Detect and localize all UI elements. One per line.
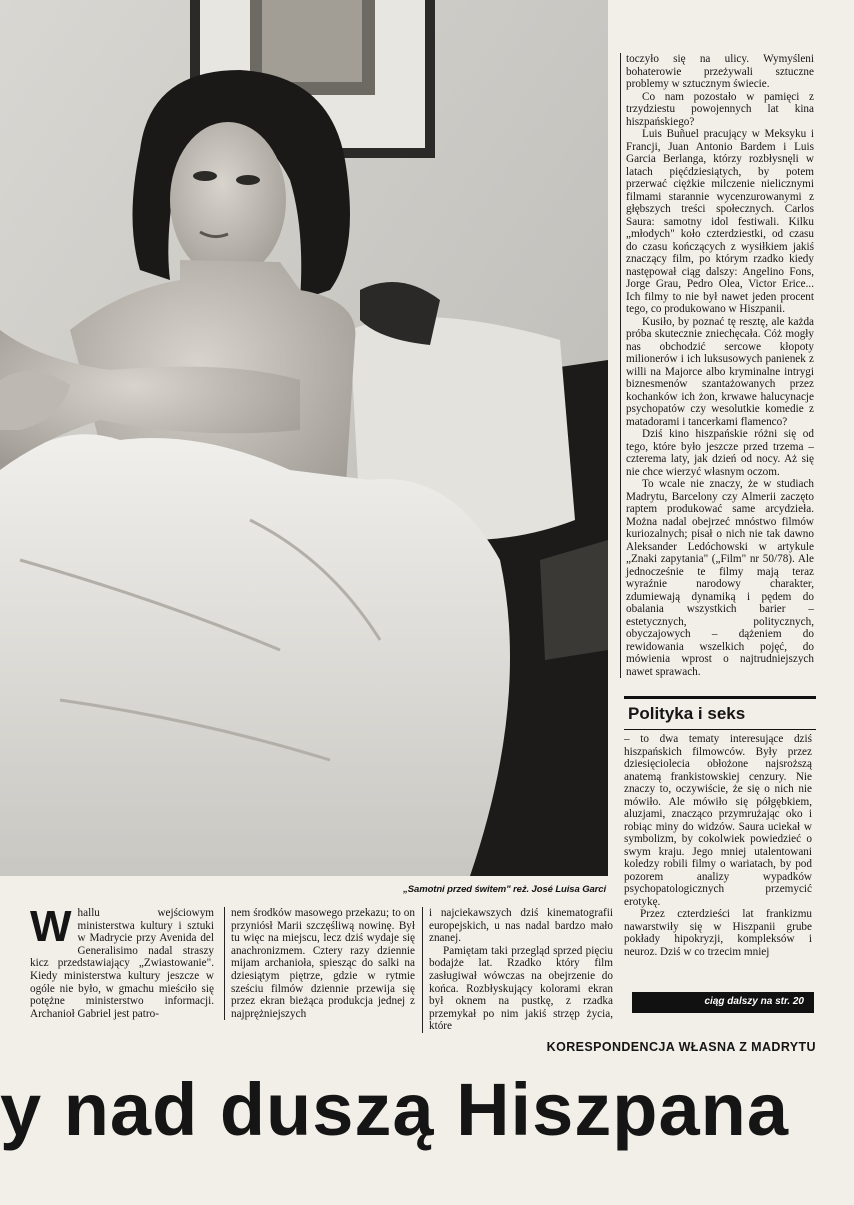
paragraph: To wcale nie znaczy, że w studiach Madrytu, Barcelony czy Almerii zaczęto raptem produkować same arcydzieła. Można nadal obejrzeć mnóstwo filmów kuriozalnych; pisał o nich nie tak dawno Aleksander Ledóchowski w artykule „Znaki zapytania" („Film" nr 50/78). Ale jednocześnie te filmy mają teraz wyraźnie narodowy charakter, zdumiewają dynamiką i pędem do obalania wszystkich barier – estetycznych, politycznych, obyczajowych – dążeniem do rewidowania wszelkich pojęć, do mówienia wprost o najtrudniejszych nawet sprawach. [626,478,814,678]
paragraph: – to dwa tematy interesujące dziś hiszpańskich filmowców. Były przez dziesięciolecia obłożone najsroższą anatemą frankistowskiej cenzury. Nie znaczy to, oczywiście, że się o nich nie mówiło. Ale mówiło się półgębkiem, aluzjami, znacząco przymrużając oko i robiąc miny do widzów. Saura uciekał w symbolizm, by cokolwiek powiedzieć o swym kraju. Jego mniej utalentowani koledzy robili filmy o wariatach, by pod pozorem analizy wypadków psychopatologicznych przemycić erotykę. [624,733,812,908]
continued-banner: ciąg dalszy na str. 20 [632,992,814,1013]
right-column-bottom [624,733,812,958]
paragraph: Dziś kino hiszpańskie różni się od tego, które było jeszcze przed trzema – czterema laty, jak dzień od nocy. Aż się nie chce wierzyć własnym oczom. [626,428,814,478]
section-heading: Polityka i seks [624,696,816,730]
photo-caption: „Samotni przed świtem" reż. José Luisa Garci [403,884,606,895]
paragraph: i najciekawszych dziś kinematografii europejskich, u nas nadal bardzo mało znanej. [429,907,613,945]
kicker: KORESPONDENCJA WŁASNA Z MADRYTU [546,1040,816,1054]
paragraph: Luis Buñuel pracujący w Meksyku i Francji, Juan Antonio Bardem i Luis Garcia Berlanga, którzy rozbłysnęli w latach pięćdziesiątych, by potem przerwać ciężkie milczenie nielicznymi filmami starannie wycenzurowanymi z głębszych treści społecznych. Carlos Saura: samotny idol festiwali. Kilku „młodych" koło czterdziestki, od czasu do czasu kończących z wysiłkiem jakiś znaczący film, po którym rzadko kiedy następował ciąg dalszy: Angelino Fons, Jorge Grau, Pedro Olea, Victor Erice... Ich filmy to nie był nawet jeden procent tego, co produkowano w Hiszpanii. [626,128,814,315]
bottom-column-1 [30,902,214,1020]
drop-cap: W [30,902,72,951]
paragraph: Co nam pozostało w pamięci z trzydziestu powojennych lat kina hiszpańskiego? [626,90,814,128]
bottom-column-2 [224,907,415,1020]
paragraph: toczyło się na ulicy. Wymyśleni bohaterowie przeżywali sztuczne problemy w sztucznym świecie. [626,53,814,90]
paragraph: nem środków masowego przekazu; to on przyniósł Marii szczęśliwą nowinę. Był tu więc na miejscu, lecz dziś wydaje się anachronizmem. Cztery razy dziennie mijam archanioła, spiesząc do salki na dziesiątym piętrze, gdzie w rytmie sześciu filmów dziennie przewija się przez ekran bieżąca produkcja jednej z najprężniejszych [231,907,415,1020]
bottom-column-3 [422,907,613,1033]
paragraph: Kusiło, by poznać tę resztę, ale każda próba skutecznie zniechęcała. Cóż mogły nas obchodzić sercowe kłopoty milionerów i ich luksusowych panienek z willi na Majorce albo kryminalne intrygi biznesmenów szantażowanych przez kochanków ich żon, krwawe halucynacje psychopatów czy wesolutkie komedie z matadorami i tancerkami flamenco? [626,315,814,428]
right-column-top [620,53,814,678]
paragraph: Przez czterdzieści lat frankizmu nawarstwiły się w Hiszpanii grube pokłady hipokryzji, kompleksów i neuroz. Dziś w co trzecim mniej [624,908,812,958]
headline: y nad duszą Hiszpana [0,1068,789,1151]
paragraph: Pamiętam taki przegląd sprzed pięciu bodajże lat. Rzadko który film zasługiwał wówczas na obejrzenie do końca. Rozbłyskujący kolorami ekran był oknem na pustkę, z rzadka przemykał po nim jakiś strzęp życia, które [429,944,613,1033]
paragraph: hallu wejściowym ministerstwa kultury i sztuki w Madrycie przy Avenida del Generalisimo nadal straszy kicz przedstawiający „Zwiastowanie". Kiedy ministerstwa kultury jeszcze w ogóle nie było, w gmachu mieściło się potężne ministerstwo informacji. Archanioł Gabriel jest patro- [30,907,214,1020]
